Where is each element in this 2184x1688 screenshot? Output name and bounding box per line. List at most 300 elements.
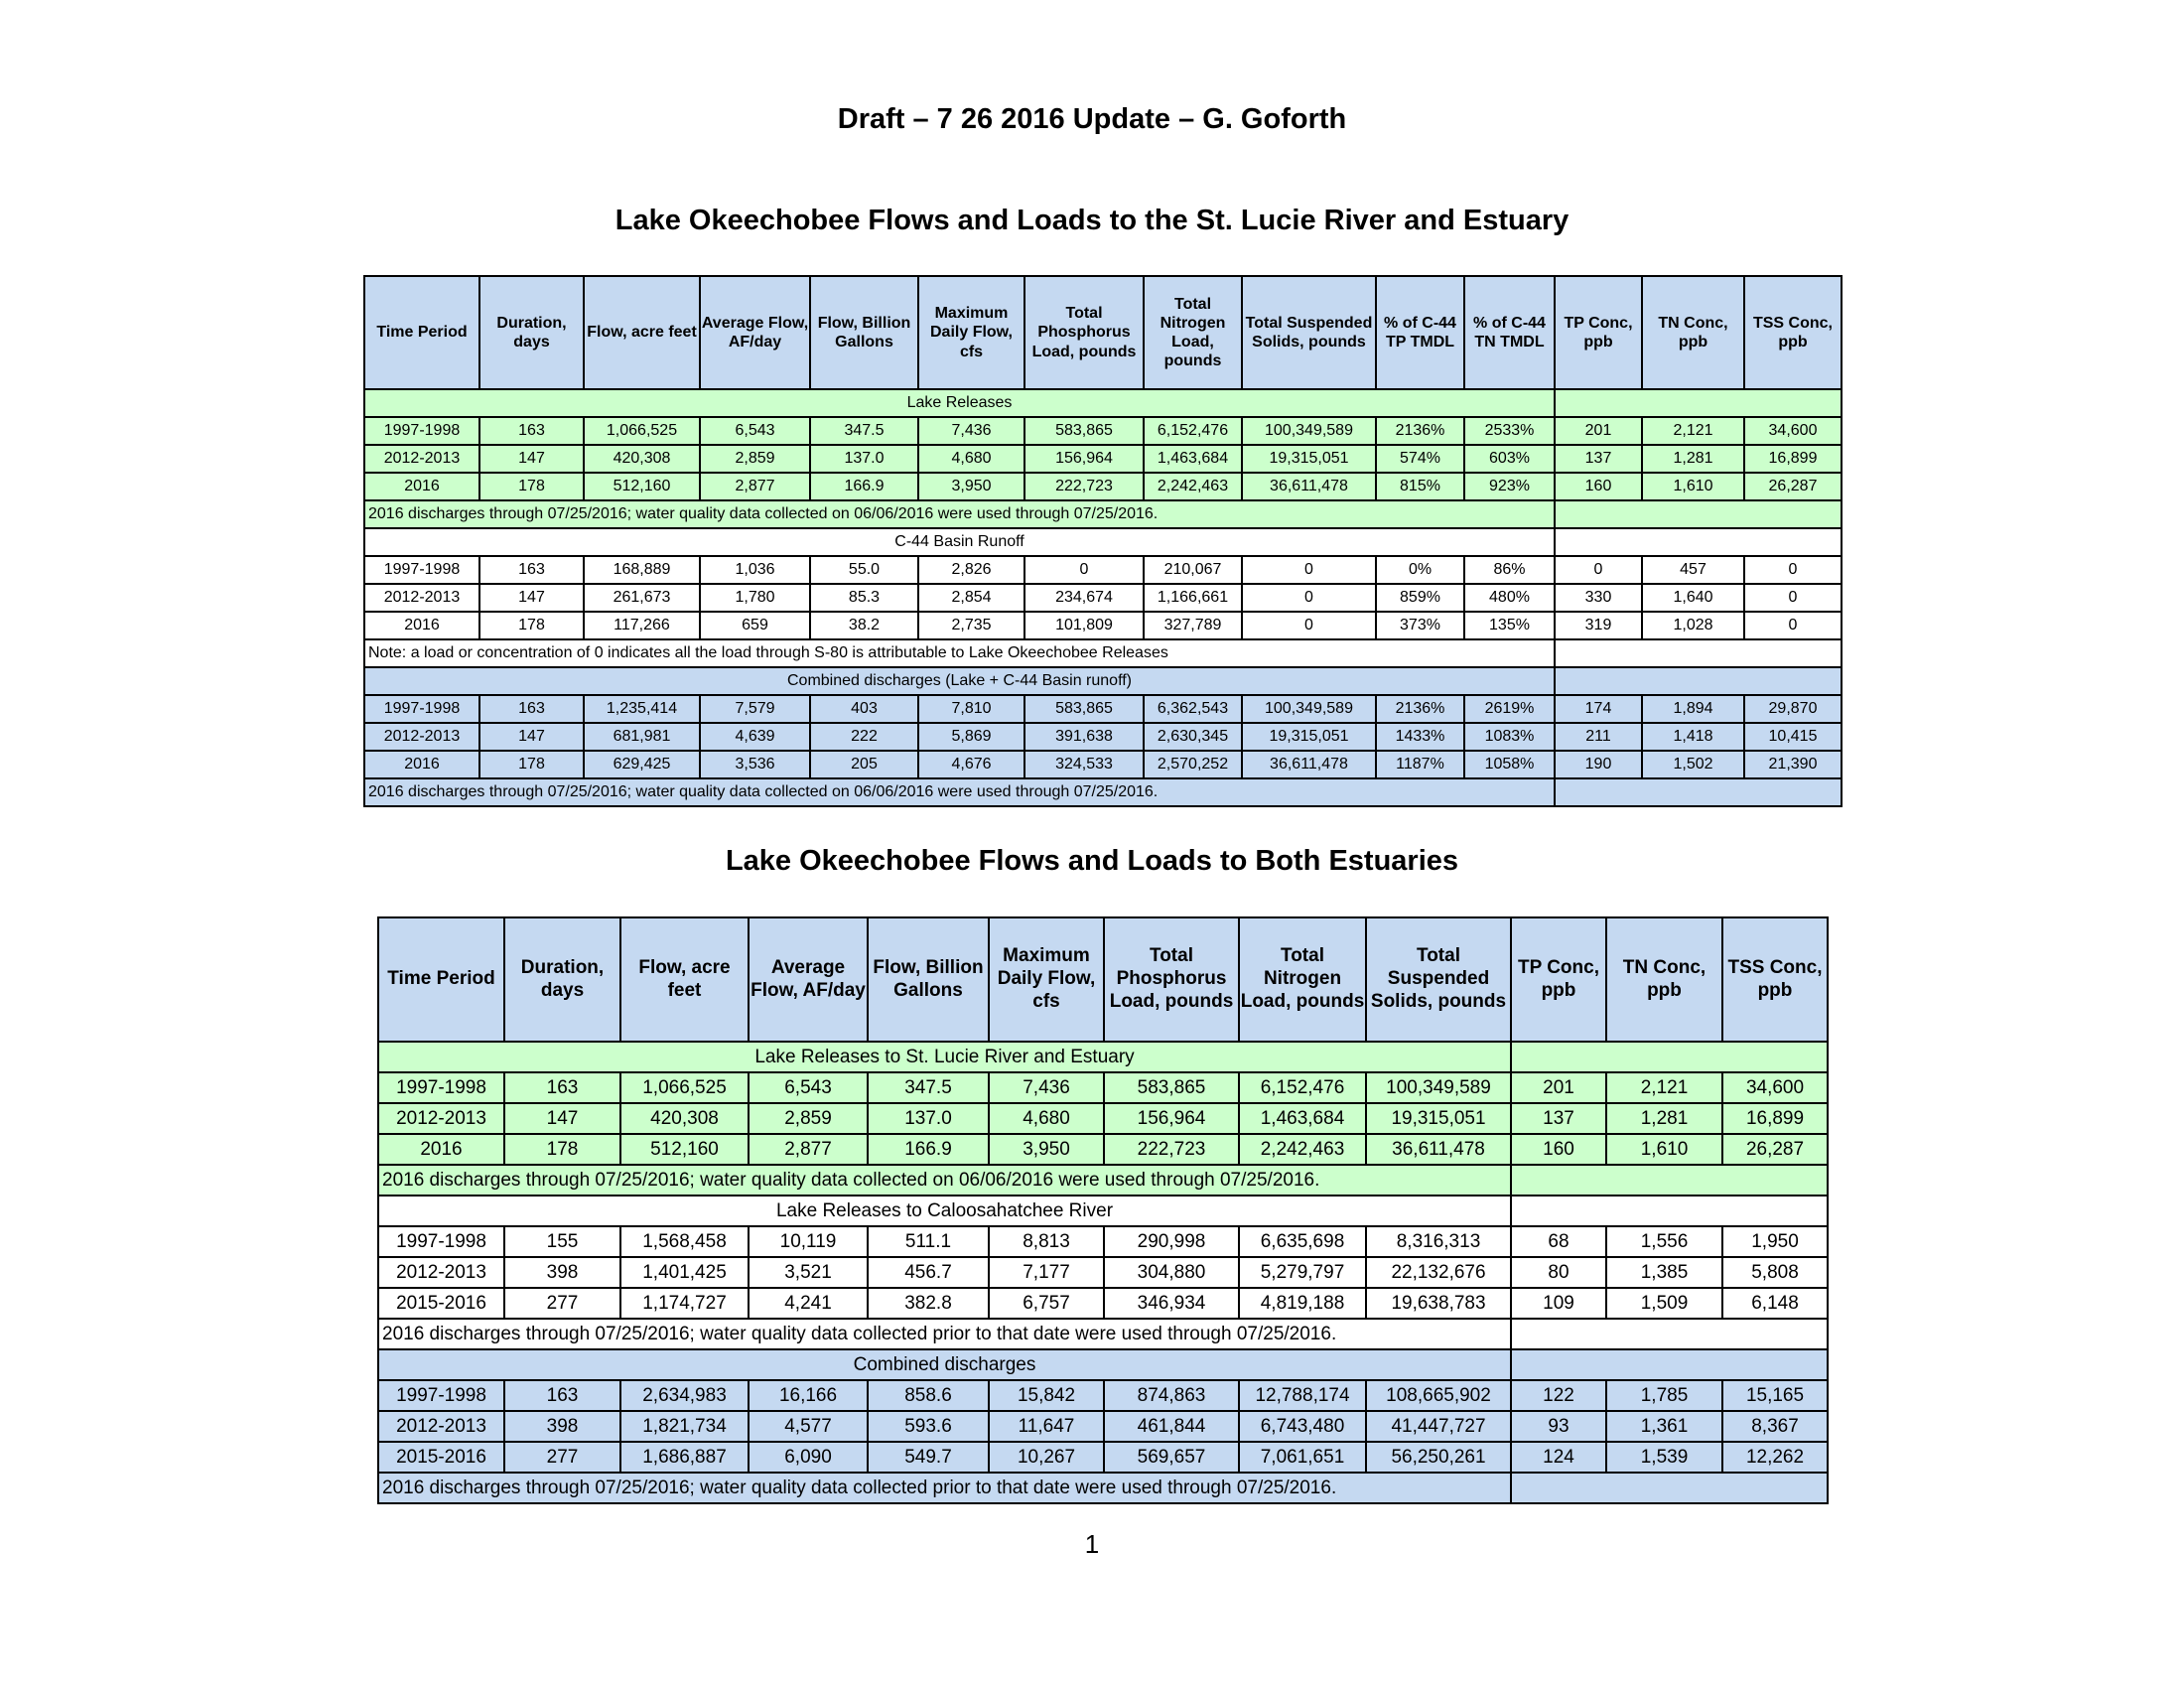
data-cell: 261,673	[584, 584, 700, 612]
table-row	[378, 1072, 1828, 1103]
time-period-cell: 1997-1998	[364, 695, 479, 723]
data-cell: 6,743,480	[1239, 1411, 1366, 1442]
section-note: 2016 discharges through 07/25/2016; water quality data collected on 06/06/2016 were used through 07/25/2016.	[364, 778, 1555, 806]
data-cell: 4,819,188	[1239, 1288, 1366, 1319]
time-period-cell: 2012-2013	[364, 723, 479, 751]
time-period-cell: 2016	[364, 612, 479, 639]
section-note: 2016 discharges through 07/25/2016; water quality data collected on 06/06/2016 were used through 07/25/2016.	[378, 1165, 1511, 1196]
data-cell: 19,315,051	[1366, 1103, 1511, 1134]
data-cell: 178	[479, 612, 584, 639]
blank-cell	[1555, 528, 1842, 556]
data-cell: 382.8	[868, 1288, 989, 1319]
data-cell: 327,789	[1144, 612, 1242, 639]
data-cell: 1,894	[1642, 695, 1744, 723]
data-cell: 858.6	[868, 1380, 989, 1411]
data-cell: 1,066,525	[584, 417, 700, 445]
data-cell: 36,611,478	[1366, 1134, 1511, 1165]
table-row	[378, 1411, 1828, 1442]
data-cell: 0	[1242, 612, 1376, 639]
data-cell: 2,121	[1606, 1072, 1722, 1103]
column-header: Total Suspended Solids, pounds	[1366, 917, 1511, 1042]
data-cell: 1083%	[1464, 723, 1555, 751]
data-cell: 6,635,698	[1239, 1226, 1366, 1257]
data-cell: 1,539	[1606, 1442, 1722, 1473]
data-cell: 0	[1242, 584, 1376, 612]
data-cell: 373%	[1376, 612, 1464, 639]
data-cell: 163	[479, 556, 584, 584]
data-cell: 166.9	[868, 1134, 989, 1165]
table-row	[364, 417, 1842, 445]
data-cell: 1,418	[1642, 723, 1744, 751]
data-cell: 11,647	[989, 1411, 1104, 1442]
table-row	[364, 584, 1842, 612]
section-label: Lake Releases	[364, 389, 1555, 417]
data-cell: 7,061,651	[1239, 1442, 1366, 1473]
data-cell: 147	[479, 723, 584, 751]
data-cell: 629,425	[584, 751, 700, 778]
section-label-row	[378, 1042, 1828, 1072]
blank-cell	[1511, 1319, 1828, 1349]
time-period-cell: 2015-2016	[378, 1288, 504, 1319]
data-cell: 859%	[1376, 584, 1464, 612]
data-cell: 0	[1744, 612, 1842, 639]
data-cell: 86%	[1464, 556, 1555, 584]
column-header: TP Conc, ppb	[1555, 276, 1642, 389]
table-row	[364, 445, 1842, 473]
column-header: Flow, Billion Gallons	[810, 276, 918, 389]
blank-cell	[1511, 1196, 1828, 1226]
data-cell: 4,639	[700, 723, 810, 751]
note-row	[378, 1473, 1828, 1503]
data-cell: 511.1	[868, 1226, 989, 1257]
data-cell: 2,570,252	[1144, 751, 1242, 778]
data-cell: 574%	[1376, 445, 1464, 473]
data-cell: 4,577	[749, 1411, 868, 1442]
data-cell: 3,950	[918, 473, 1024, 500]
data-cell: 178	[479, 751, 584, 778]
data-cell: 0	[1744, 584, 1842, 612]
time-period-cell: 2012-2013	[378, 1103, 504, 1134]
data-cell: 100,349,589	[1242, 695, 1376, 723]
data-cell: 137.0	[868, 1103, 989, 1134]
data-cell: 1,950	[1722, 1226, 1828, 1257]
table-row	[378, 1134, 1828, 1165]
data-cell: 659	[700, 612, 810, 639]
data-cell: 15,842	[989, 1380, 1104, 1411]
data-cell: 3,950	[989, 1134, 1104, 1165]
blank-cell	[1511, 1042, 1828, 1072]
data-cell: 319	[1555, 612, 1642, 639]
data-cell: 117,266	[584, 612, 700, 639]
data-cell: 277	[504, 1288, 620, 1319]
section-label: C-44 Basin Runoff	[364, 528, 1555, 556]
time-period-cell: 1997-1998	[378, 1226, 504, 1257]
column-header: TSS Conc, ppb	[1722, 917, 1828, 1042]
data-cell: 5,869	[918, 723, 1024, 751]
data-cell: 21,390	[1744, 751, 1842, 778]
data-cell: 330	[1555, 584, 1642, 612]
blank-cell	[1555, 639, 1842, 667]
data-cell: 0	[1744, 556, 1842, 584]
data-cell: 1187%	[1376, 751, 1464, 778]
data-cell: 26,287	[1744, 473, 1842, 500]
data-cell: 8,367	[1722, 1411, 1828, 1442]
data-cell: 2,826	[918, 556, 1024, 584]
data-cell: 1,281	[1642, 445, 1744, 473]
data-cell: 1,568,458	[620, 1226, 749, 1257]
time-period-cell: 2012-2013	[378, 1411, 504, 1442]
data-cell: 593.6	[868, 1411, 989, 1442]
column-header: Flow, Billion Gallons	[868, 917, 989, 1042]
data-cell: 2,242,463	[1239, 1134, 1366, 1165]
data-cell: 347.5	[868, 1072, 989, 1103]
data-cell: 12,262	[1722, 1442, 1828, 1473]
data-cell: 108,665,902	[1366, 1380, 1511, 1411]
data-cell: 222	[810, 723, 918, 751]
data-cell: 815%	[1376, 473, 1464, 500]
section-label-row	[364, 667, 1842, 695]
column-header: Total Nitrogen Load, pounds	[1144, 276, 1242, 389]
data-cell: 19,315,051	[1242, 445, 1376, 473]
header-row	[378, 917, 1828, 1042]
data-cell: 168,889	[584, 556, 700, 584]
data-cell: 222,723	[1024, 473, 1144, 500]
time-period-cell: 2012-2013	[378, 1257, 504, 1288]
data-cell: 923%	[1464, 473, 1555, 500]
data-cell: 2,242,463	[1144, 473, 1242, 500]
table-row	[378, 1380, 1828, 1411]
data-cell: 398	[504, 1411, 620, 1442]
data-cell: 29,870	[1744, 695, 1842, 723]
table-row	[364, 473, 1842, 500]
column-header: Average Flow, AF/day	[700, 276, 810, 389]
data-cell: 36,611,478	[1242, 751, 1376, 778]
table-row	[364, 612, 1842, 639]
column-header: Flow, acre feet	[620, 917, 749, 1042]
note-row	[378, 1319, 1828, 1349]
column-header: Total Nitrogen Load, pounds	[1239, 917, 1366, 1042]
data-cell: 56,250,261	[1366, 1442, 1511, 1473]
data-cell: 38.2	[810, 612, 918, 639]
data-cell: 12,788,174	[1239, 1380, 1366, 1411]
data-cell: 1,785	[1606, 1380, 1722, 1411]
column-header: TSS Conc, ppb	[1744, 276, 1842, 389]
data-cell: 222,723	[1104, 1134, 1239, 1165]
data-cell: 549.7	[868, 1442, 989, 1473]
data-cell: 1,361	[1606, 1411, 1722, 1442]
data-cell: 163	[479, 695, 584, 723]
data-cell: 420,308	[584, 445, 700, 473]
table-row	[364, 751, 1842, 778]
data-cell: 10,119	[749, 1226, 868, 1257]
blank-cell	[1511, 1165, 1828, 1196]
data-cell: 1,502	[1642, 751, 1744, 778]
data-cell: 1,821,734	[620, 1411, 749, 1442]
data-cell: 163	[479, 417, 584, 445]
column-header: TN Conc, ppb	[1642, 276, 1744, 389]
table-row	[364, 695, 1842, 723]
note-row	[364, 778, 1842, 806]
data-cell: 3,536	[700, 751, 810, 778]
section-note: Note: a load or concentration of 0 indicates all the load through S-80 is attributable to Lake Okeechobee Releases	[364, 639, 1555, 667]
data-cell: 0	[1024, 556, 1144, 584]
data-cell: 156,964	[1024, 445, 1144, 473]
data-cell: 1,166,661	[1144, 584, 1242, 612]
data-cell: 147	[504, 1103, 620, 1134]
data-cell: 68	[1511, 1226, 1606, 1257]
data-cell: 190	[1555, 751, 1642, 778]
column-header: Average Flow, AF/day	[749, 917, 868, 1042]
data-cell: 398	[504, 1257, 620, 1288]
blank-cell	[1555, 500, 1842, 528]
data-cell: 16,899	[1744, 445, 1842, 473]
data-cell: 2136%	[1376, 417, 1464, 445]
section-label: Combined discharges (Lake + C-44 Basin runoff)	[364, 667, 1555, 695]
time-period-cell: 1997-1998	[378, 1072, 504, 1103]
table1-title: Lake Okeechobee Flows and Loads to the St. Lucie River and Estuary	[614, 205, 1570, 236]
data-cell: 7,436	[989, 1072, 1104, 1103]
data-cell: 2,877	[749, 1134, 868, 1165]
data-cell: 201	[1511, 1072, 1606, 1103]
data-cell: 10,267	[989, 1442, 1104, 1473]
time-period-cell: 2015-2016	[378, 1442, 504, 1473]
data-cell: 304,880	[1104, 1257, 1239, 1288]
data-cell: 1,610	[1642, 473, 1744, 500]
data-cell: 1433%	[1376, 723, 1464, 751]
data-cell: 0	[1555, 556, 1642, 584]
data-cell: 0	[1242, 556, 1376, 584]
data-cell: 55.0	[810, 556, 918, 584]
time-period-cell: 2016	[364, 473, 479, 500]
data-cell: 234,674	[1024, 584, 1144, 612]
data-cell: 512,160	[584, 473, 700, 500]
data-cell: 34,600	[1722, 1072, 1828, 1103]
table-row	[364, 556, 1842, 584]
blank-cell	[1555, 778, 1842, 806]
data-cell: 36,611,478	[1242, 473, 1376, 500]
section-label: Lake Releases to Caloosahatchee River	[378, 1196, 1511, 1226]
table-row	[364, 723, 1842, 751]
data-cell: 6,543	[749, 1072, 868, 1103]
section-note: 2016 discharges through 07/25/2016; water quality data collected prior to that date were used through 07/25/2016.	[378, 1319, 1511, 1349]
data-cell: 26,287	[1722, 1134, 1828, 1165]
data-cell: 4,241	[749, 1288, 868, 1319]
data-cell: 160	[1555, 473, 1642, 500]
data-cell: 34,600	[1744, 417, 1842, 445]
data-cell: 16,166	[749, 1380, 868, 1411]
data-cell: 7,436	[918, 417, 1024, 445]
data-cell: 100,349,589	[1366, 1072, 1511, 1103]
data-cell: 6,543	[700, 417, 810, 445]
data-cell: 324,533	[1024, 751, 1144, 778]
data-cell: 178	[479, 473, 584, 500]
column-header: % of C-44 TP TMDL	[1376, 276, 1464, 389]
data-cell: 137.0	[810, 445, 918, 473]
data-cell: 210,067	[1144, 556, 1242, 584]
data-cell: 101,809	[1024, 612, 1144, 639]
data-cell: 147	[479, 584, 584, 612]
data-cell: 1,463,684	[1144, 445, 1242, 473]
data-cell: 124	[1511, 1442, 1606, 1473]
table-row	[378, 1257, 1828, 1288]
column-header: TP Conc, ppb	[1511, 917, 1606, 1042]
data-cell: 93	[1511, 1411, 1606, 1442]
data-cell: 2,121	[1642, 417, 1744, 445]
data-cell: 456.7	[868, 1257, 989, 1288]
data-cell: 4,680	[989, 1103, 1104, 1134]
data-cell: 201	[1555, 417, 1642, 445]
data-cell: 1,036	[700, 556, 810, 584]
data-cell: 583,865	[1024, 417, 1144, 445]
document-title: Draft – 7 26 2016 Update – G. Goforth	[837, 103, 1347, 135]
column-header: Duration, days	[479, 276, 584, 389]
time-period-cell: 2016	[364, 751, 479, 778]
data-cell: 603%	[1464, 445, 1555, 473]
header-row	[364, 276, 1842, 389]
data-cell: 6,152,476	[1144, 417, 1242, 445]
table-row	[378, 1288, 1828, 1319]
data-cell: 211	[1555, 723, 1642, 751]
column-header: Time Period	[378, 917, 504, 1042]
data-cell: 19,315,051	[1242, 723, 1376, 751]
data-cell: 2,735	[918, 612, 1024, 639]
data-cell: 156,964	[1104, 1103, 1239, 1134]
blank-cell	[1555, 389, 1842, 417]
data-cell: 2533%	[1464, 417, 1555, 445]
data-cell: 41,447,727	[1366, 1411, 1511, 1442]
column-header: TN Conc, ppb	[1606, 917, 1722, 1042]
column-header: Duration, days	[504, 917, 620, 1042]
data-cell: 8,316,313	[1366, 1226, 1511, 1257]
data-cell: 163	[504, 1380, 620, 1411]
note-row	[364, 500, 1842, 528]
data-cell: 2,859	[700, 445, 810, 473]
data-cell: 2619%	[1464, 695, 1555, 723]
data-cell: 1,401,425	[620, 1257, 749, 1288]
note-row	[364, 639, 1842, 667]
data-cell: 7,177	[989, 1257, 1104, 1288]
data-cell: 457	[1642, 556, 1744, 584]
data-cell: 2,859	[749, 1103, 868, 1134]
data-cell: 583,865	[1024, 695, 1144, 723]
time-period-cell: 2012-2013	[364, 584, 479, 612]
data-cell: 166.9	[810, 473, 918, 500]
data-cell: 160	[1511, 1134, 1606, 1165]
data-cell: 1,028	[1642, 612, 1744, 639]
data-cell: 16,899	[1722, 1103, 1828, 1134]
data-cell: 6,362,543	[1144, 695, 1242, 723]
section-note: 2016 discharges through 07/25/2016; water quality data collected prior to that date were used through 07/25/2016.	[378, 1473, 1511, 1503]
column-header: Maximum Daily Flow, cfs	[918, 276, 1024, 389]
data-cell: 1,556	[1606, 1226, 1722, 1257]
column-header: Total Phosphorus Load, pounds	[1024, 276, 1144, 389]
data-cell: 346,934	[1104, 1288, 1239, 1319]
data-cell: 22,132,676	[1366, 1257, 1511, 1288]
column-header: % of C-44 TN TMDL	[1464, 276, 1555, 389]
data-cell: 6,757	[989, 1288, 1104, 1319]
data-cell: 5,279,797	[1239, 1257, 1366, 1288]
blank-cell	[1555, 667, 1842, 695]
data-cell: 2,634,983	[620, 1380, 749, 1411]
data-cell: 2,630,345	[1144, 723, 1242, 751]
column-header: Total Suspended Solids, pounds	[1242, 276, 1376, 389]
data-cell: 3,521	[749, 1257, 868, 1288]
data-cell: 277	[504, 1442, 620, 1473]
data-cell: 681,981	[584, 723, 700, 751]
data-cell: 109	[1511, 1288, 1606, 1319]
data-cell: 6,152,476	[1239, 1072, 1366, 1103]
data-cell: 10,415	[1744, 723, 1842, 751]
data-cell: 391,638	[1024, 723, 1144, 751]
data-cell: 15,165	[1722, 1380, 1828, 1411]
data-cell: 137	[1555, 445, 1642, 473]
data-cell: 147	[479, 445, 584, 473]
section-label: Combined discharges	[378, 1349, 1511, 1380]
blank-cell	[1511, 1349, 1828, 1380]
data-cell: 135%	[1464, 612, 1555, 639]
data-cell: 100,349,589	[1242, 417, 1376, 445]
data-cell: 1,174,727	[620, 1288, 749, 1319]
time-period-cell: 2012-2013	[364, 445, 479, 473]
data-cell: 2136%	[1376, 695, 1464, 723]
column-header: Maximum Daily Flow, cfs	[989, 917, 1104, 1042]
data-cell: 1,385	[1606, 1257, 1722, 1288]
data-cell: 512,160	[620, 1134, 749, 1165]
section-label-row	[364, 528, 1842, 556]
data-cell: 122	[1511, 1380, 1606, 1411]
data-cell: 1058%	[1464, 751, 1555, 778]
data-cell: 8,813	[989, 1226, 1104, 1257]
column-header: Total Phosphorus Load, pounds	[1104, 917, 1239, 1042]
data-cell: 4,680	[918, 445, 1024, 473]
data-cell: 2,877	[700, 473, 810, 500]
data-cell: 1,509	[1606, 1288, 1722, 1319]
data-cell: 480%	[1464, 584, 1555, 612]
column-header: Flow, acre feet	[584, 276, 700, 389]
data-cell: 6,090	[749, 1442, 868, 1473]
data-cell: 7,579	[700, 695, 810, 723]
data-cell: 1,066,525	[620, 1072, 749, 1103]
data-cell: 4,676	[918, 751, 1024, 778]
page-number: 1	[1084, 1529, 1100, 1559]
data-cell: 1,780	[700, 584, 810, 612]
section-label: Lake Releases to St. Lucie River and Estuary	[378, 1042, 1511, 1072]
data-cell: 19,638,783	[1366, 1288, 1511, 1319]
data-cell: 5,808	[1722, 1257, 1828, 1288]
section-label-row	[378, 1349, 1828, 1380]
table-row	[378, 1103, 1828, 1134]
data-cell: 1,463,684	[1239, 1103, 1366, 1134]
section-label-row	[364, 389, 1842, 417]
blank-cell	[1511, 1473, 1828, 1503]
data-cell: 205	[810, 751, 918, 778]
section-note: 2016 discharges through 07/25/2016; water quality data collected on 06/06/2016 were used through 07/25/2016.	[364, 500, 1555, 528]
st-lucie-flows-table	[363, 275, 1843, 807]
section-label-row	[378, 1196, 1828, 1226]
data-cell: 2,854	[918, 584, 1024, 612]
data-cell: 420,308	[620, 1103, 749, 1134]
data-cell: 461,844	[1104, 1411, 1239, 1442]
data-cell: 347.5	[810, 417, 918, 445]
table2-title: Lake Okeechobee Flows and Loads to Both Estuaries	[725, 845, 1459, 877]
table-row	[378, 1442, 1828, 1473]
table-row	[378, 1226, 1828, 1257]
time-period-cell: 1997-1998	[364, 556, 479, 584]
column-header: Time Period	[364, 276, 479, 389]
data-cell: 178	[504, 1134, 620, 1165]
data-cell: 1,686,887	[620, 1442, 749, 1473]
data-cell: 1,640	[1642, 584, 1744, 612]
